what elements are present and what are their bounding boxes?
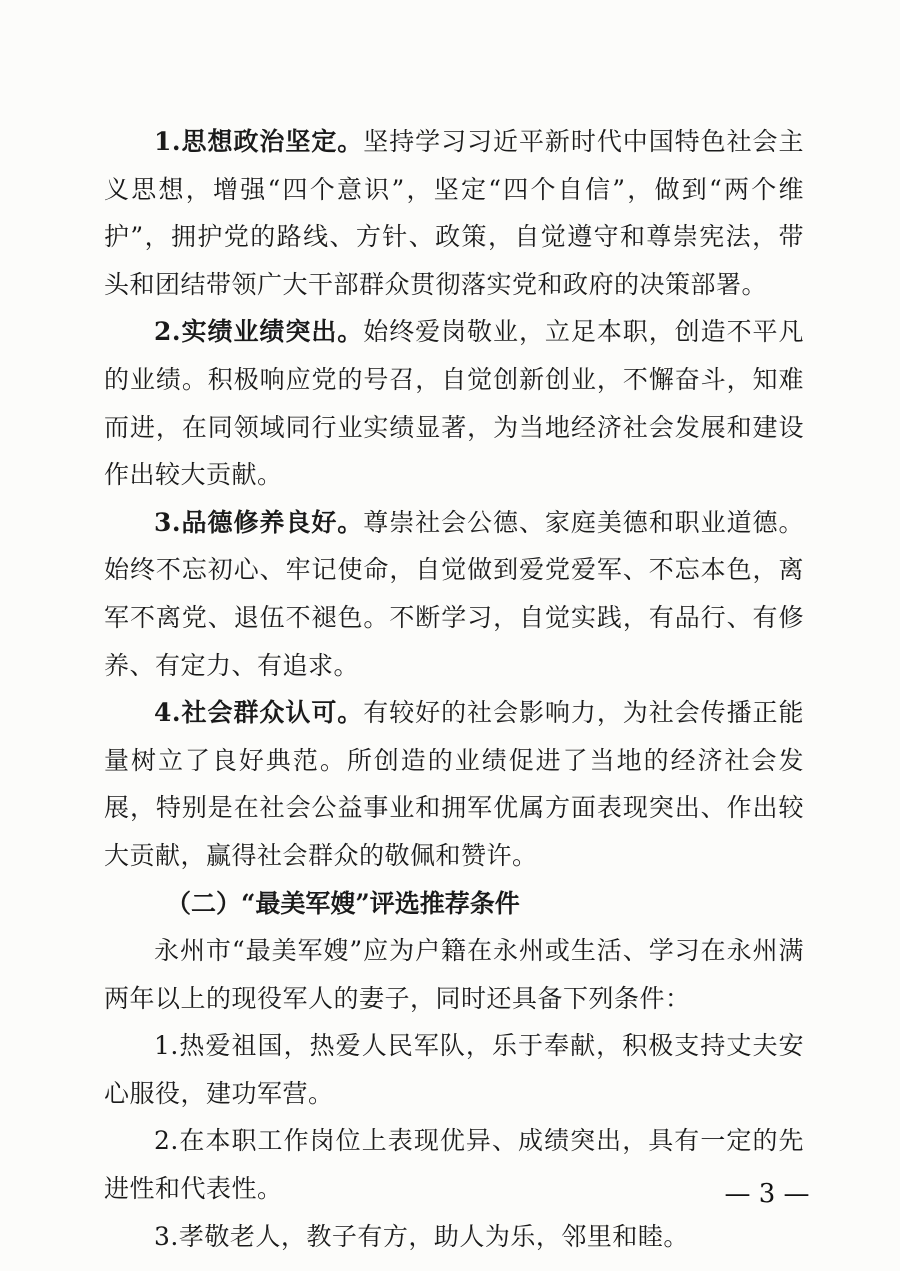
criterion-paragraph-2: [104, 308, 804, 498]
criterion-paragraph-1: [104, 118, 804, 308]
criterion-text-2: 始终爱岗敬业，立足本职，创造不平凡的业绩。积极响应党的号召，自觉创新创业，不懈奋斗，知难而进，在同领域同行业实绩显著，为当地经济社会发展和建设作出较大贡献。: [104, 317, 804, 490]
intro-paragraph: 永州市“最美军嫂”应为户籍在永州或生活、学习在永州满两年以上的现役军人的妻子，同时还具备下列条件：: [104, 936, 804, 1013]
page-number: — 3 —: [724, 1179, 810, 1209]
section-heading: （二）“最美军嫂”评选推荐条件: [166, 888, 520, 918]
criterion-text-1: 坚持学习习近平新时代中国特色社会主义思想，增强“四个意识”，坚定“四个自信”，做到“两个维护”，拥护党的路线、方针、政策，自觉遵守和尊崇宪法，带头和团结带领广大干部群众贯彻落实党和政府的决策部署。: [104, 127, 804, 299]
criterion-text-4: 有较好的社会影响力，为社会传播正能量树立了良好典范。所创造的业绩促进了当地的经济社会发展，特别是在社会公益事业和拥军优属方面表现突出、作出较大贡献，赢得社会群众的敬佩和赞许。: [104, 698, 804, 870]
criterion-text-3: 尊崇社会公德、家庭美德和职业道德。始终不忘初心、牢记使命，自觉做到爱党爱军、不忘本色，离军不离党、退伍不褪色。不断学习，自觉实践，有品行、有修养、有定力、有追求。: [104, 507, 804, 680]
criterion-paragraph-4: [104, 689, 804, 879]
criterion-paragraph-3: [104, 499, 804, 689]
criterion-heading-4: 4.社会群众认可。: [154, 698, 364, 728]
document-body: [104, 118, 804, 1260]
criterion-heading-2: 2.实绩业绩突出。: [154, 317, 364, 347]
condition-item-2: 2.在本职工作岗位上表现优异、成绩突出，具有一定的先进性和代表性。: [104, 1126, 804, 1204]
condition-item-1: 1.热爱祖国，热爱人民军队，乐于奉献，积极支持丈夫安心服役，建功军营。: [104, 1031, 804, 1108]
condition-item-3: 3.孝敬老人，教子有方，助人为乐，邻里和睦。: [154, 1221, 689, 1251]
criterion-heading-3: 3.品德修养良好。: [154, 507, 364, 537]
criterion-heading-1: 1.思想政治坚定。: [154, 127, 364, 156]
